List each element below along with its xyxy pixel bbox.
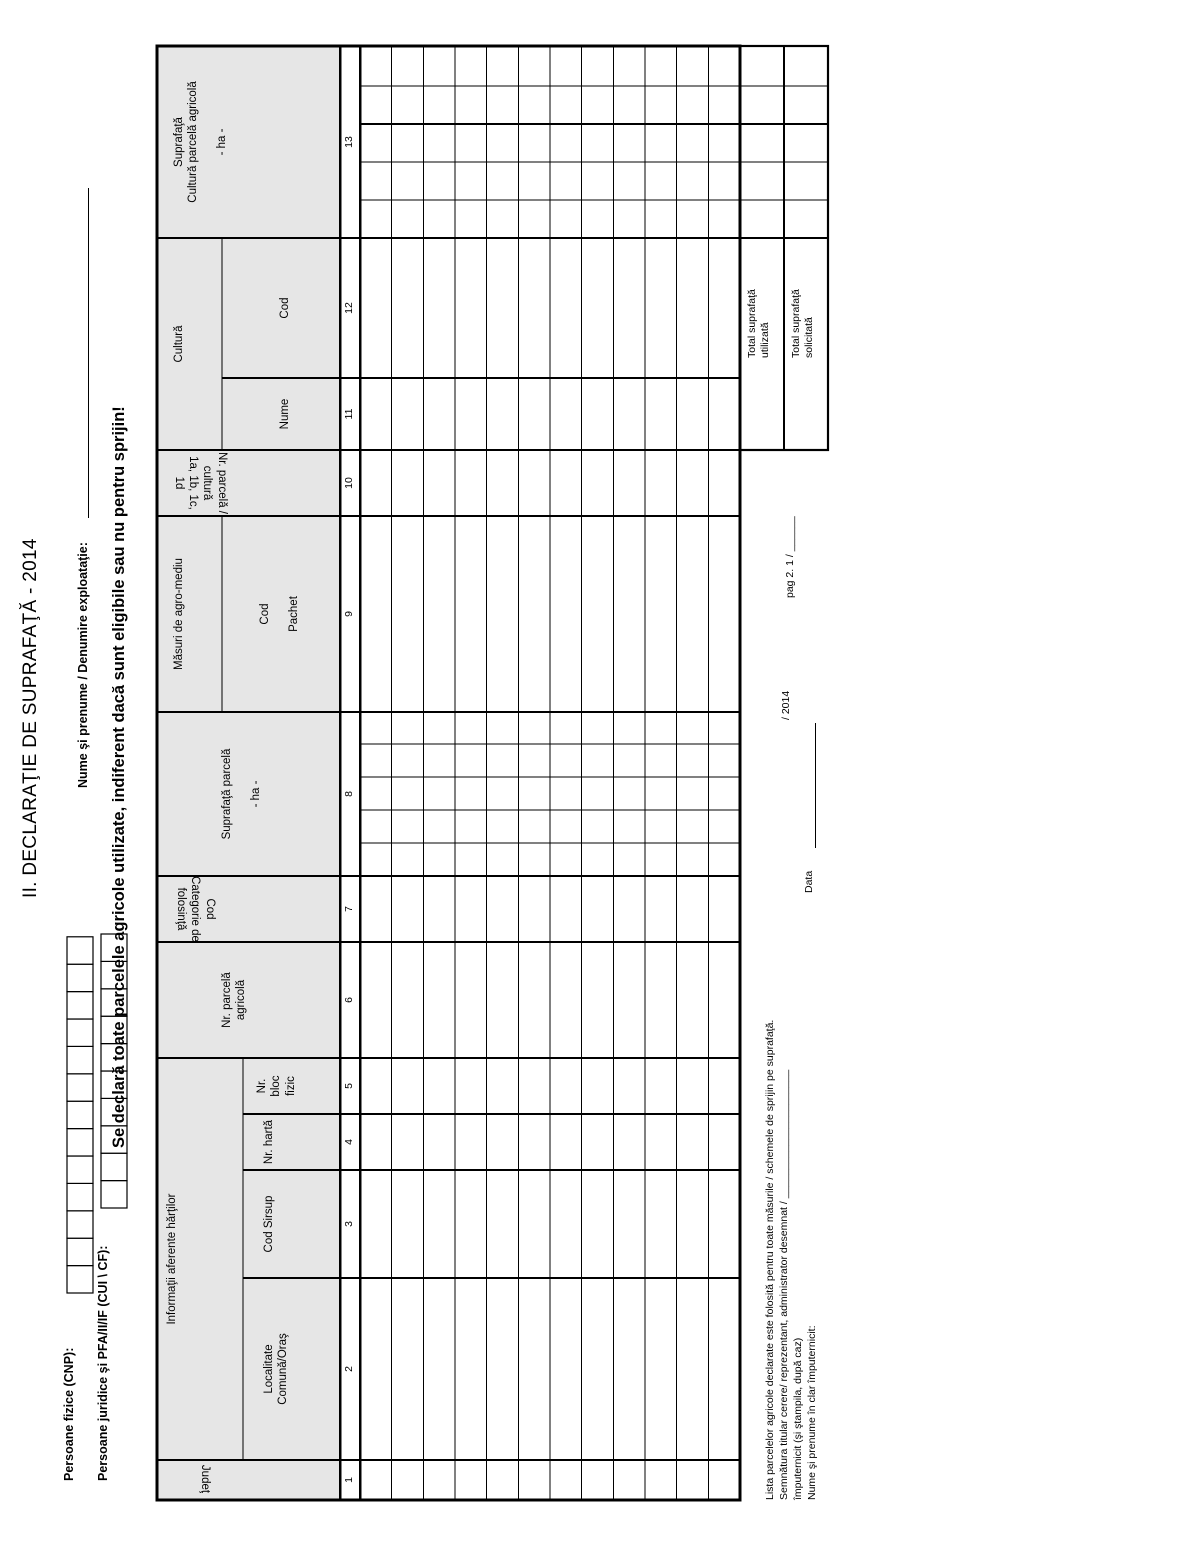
column-number: 11 <box>343 408 355 420</box>
header-nr-parcela-cultura: Nr. parcelă / cultură 1a, 1b, 1c, 1d <box>172 452 228 514</box>
notice-text: Se declară toate parcelele agricole utilizate, indiferent dacă sunt eligibile sau nu pentru sprijin! <box>110 406 128 1148</box>
footer-note: Lista parcelelor agricole declarate este folosită pentru toate măsurile / schemele de sprijin pe suprafaţă. <box>764 1019 776 1500</box>
column-number: 8 <box>343 791 355 797</box>
date-label: Data <box>803 870 815 893</box>
header-info-harti: Informaţii aferente hărţilor <box>166 1193 178 1325</box>
header-cod-pachet: Cod Pachet <box>259 596 300 632</box>
header-localitate: Localitate Comună/Oraş <box>263 1333 290 1405</box>
footer-stamp: împuternicit (şi ştampila, după caz) <box>792 1337 804 1500</box>
footer-signature: Semnătura titular cerere/ reprezentant, administrator desemnat / ______________________ <box>778 1069 790 1500</box>
total-utilizata-label: Total suprafaţă utilizată <box>746 289 771 358</box>
header-nume: Nume <box>279 398 291 430</box>
column-number: 6 <box>343 997 355 1003</box>
column-number: 7 <box>343 906 355 912</box>
header-suprafata-parcela: Suprafaţă parcelă - ha - <box>221 748 262 840</box>
header-nr-parcela: Nr. parcelă agricolă <box>221 972 248 1028</box>
header-masuri: Măsuri de agro-mediu <box>173 558 185 670</box>
cui-label: Persoane juridice şi PFA/II/IF (CUI \ CF): <box>96 1245 110 1481</box>
header-suprafata-cultura: Suprafaţă Cultură parcelă agricolă - ha - <box>173 81 229 203</box>
header-cod: Cod <box>279 297 291 319</box>
header-judet: Judeţ <box>199 1464 212 1494</box>
date-input-line[interactable] <box>815 723 816 848</box>
column-number: 5 <box>343 1083 355 1089</box>
footer-name-imputernicit: Nume şi prenume în clar împuternicit: <box>806 1325 818 1500</box>
header-nr-bloc: Nr. bloc fizic <box>256 1075 297 1097</box>
column-number: 12 <box>343 302 355 314</box>
column-number: 10 <box>343 477 355 489</box>
date-year: / 2014 <box>780 690 792 720</box>
page-number: pag 2. 1 / ______ <box>784 516 796 598</box>
header-cod-sirsup: Cod Sirsup <box>263 1195 275 1253</box>
header-cultura: Cultură <box>173 325 185 363</box>
column-number: 1 <box>343 1477 355 1483</box>
cnp-label: Persoane fizice (CNP): <box>62 1347 76 1481</box>
column-number: 2 <box>343 1366 355 1372</box>
header-nr-harta: Nr. hartă <box>263 1119 275 1165</box>
header-cod-categorie: Cod Categorie de folosinţă <box>174 876 216 942</box>
column-number: 3 <box>343 1221 355 1227</box>
column-number: 13 <box>343 136 355 148</box>
total-solicitata-label: Total suprafaţă solicitată <box>790 289 815 358</box>
column-number: 4 <box>343 1139 355 1145</box>
name-label: Nume şi prenume / Denumire exploataţie: <box>76 542 90 788</box>
column-number: 9 <box>343 611 355 617</box>
form-title: II. DECLARAŢIE DE SUPRAFAŢĂ - 2014 <box>20 538 41 898</box>
